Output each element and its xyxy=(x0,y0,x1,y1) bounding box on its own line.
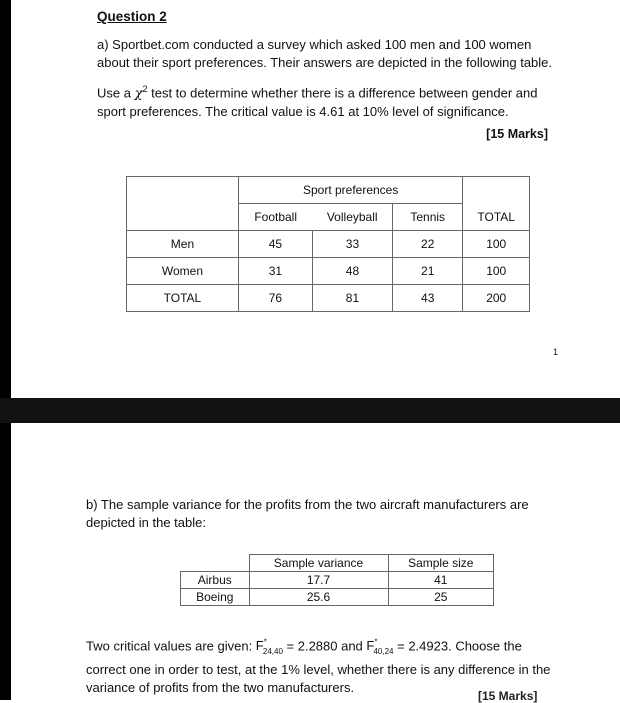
page-number: 1 xyxy=(553,347,559,357)
table-row xyxy=(127,258,530,285)
table-cell: 200 xyxy=(463,285,530,312)
row-label: Women xyxy=(127,258,239,285)
table-header-empty xyxy=(127,204,239,231)
column-header: TOTAL xyxy=(463,204,530,231)
table-header-row xyxy=(181,555,494,572)
table-cell: 41 xyxy=(388,572,494,589)
table-cell: 25 xyxy=(388,589,494,606)
row-label: Men xyxy=(127,231,239,258)
question-title: Question 2 xyxy=(97,9,167,24)
table-cell: 45 xyxy=(238,231,312,258)
chi-symbol: χ xyxy=(134,86,143,102)
row-label: TOTAL xyxy=(127,285,239,312)
variance-table xyxy=(180,554,494,606)
table-row xyxy=(127,231,530,258)
table-corner-cell xyxy=(181,555,250,572)
part-a-instruction: Use a $\chi^2$ test to determine whether there is a difference between gender and sport preferences. The critical value is 4.61 at 10% level of significance. xyxy=(97,84,538,120)
column-header: Volleyball xyxy=(312,204,392,231)
row-label: Airbus xyxy=(181,572,250,589)
left-border xyxy=(0,423,11,700)
column-header: Tennis xyxy=(392,204,462,231)
table-cell: 81 xyxy=(312,285,392,312)
table-corner-cell-right xyxy=(463,177,530,204)
table-header-row xyxy=(127,204,530,231)
table-cell: 76 xyxy=(238,285,312,312)
table-row xyxy=(181,589,494,606)
f-statistic-1: $F^*_{24,40}$ xyxy=(255,638,283,656)
group-header: Sport preferences xyxy=(238,177,463,204)
column-header: Football xyxy=(238,204,312,231)
critical-values-text: Two critical values are given: $F^*_{24,40} = 2.2880$ and $F^*_{40,24} = 2.4923$. Choose the correct one in order to test, at the 1% level, whether there is any difference in the variance of profits from the two manufacturers. xyxy=(86,638,551,695)
part-b-text: b) The sample variance for the profits from the two aircraft manufacturers are depicted in the table: xyxy=(86,497,529,530)
table-cell: 48 xyxy=(312,258,392,285)
table-cell: 17.7 xyxy=(249,572,388,589)
row-label: Boeing xyxy=(181,589,250,606)
table-cell: 22 xyxy=(392,231,462,258)
column-header: Sample size xyxy=(388,555,494,572)
f-statistic-2: $F^*_{40,24}$ xyxy=(366,638,394,656)
table-cell: 31 xyxy=(238,258,312,285)
column-header: Sample variance xyxy=(249,555,388,572)
table-cell: 21 xyxy=(392,258,462,285)
page-divider xyxy=(0,398,620,423)
table-corner-cell xyxy=(127,177,239,204)
table-row xyxy=(127,285,530,312)
marks-label: [15 Marks] xyxy=(486,127,548,141)
table-cell: 25.6 xyxy=(249,589,388,606)
sport-preferences-table xyxy=(126,176,530,312)
chi-superscript: 2 xyxy=(142,84,148,94)
part-a-text: a) Sportbet.com conducted a survey which asked 100 men and 100 women about their sport preferences. Their answers are depicted in the following table. xyxy=(97,37,553,70)
table-cell: 100 xyxy=(463,231,530,258)
table-cell: 100 xyxy=(463,258,530,285)
table-header-group-row xyxy=(127,177,530,204)
table-cell: 33 xyxy=(312,231,392,258)
marks-label-cut: [15 Marks] xyxy=(478,689,538,703)
table-cell: 43 xyxy=(392,285,462,312)
table-row xyxy=(181,572,494,589)
